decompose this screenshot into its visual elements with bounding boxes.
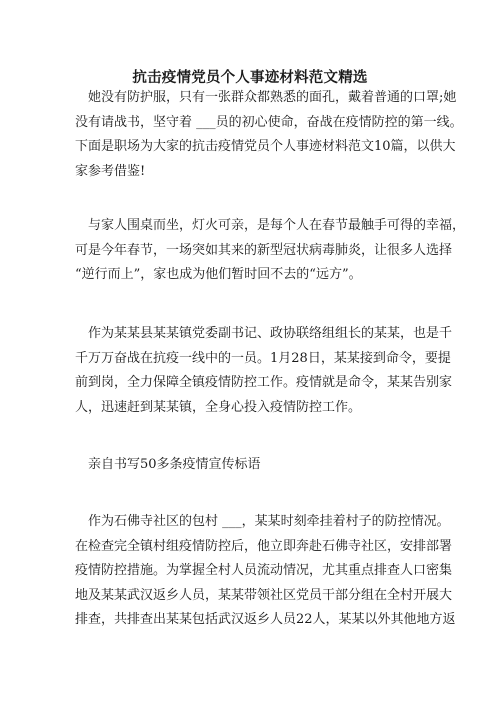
paragraph-line: 作为某某县某某镇党委副书记、政协联络组组长的某某，也是千	[75, 326, 453, 341]
paragraph-line: 地及某某武汉返乡人员，某某带领社区党员干部分组在全村开展大	[75, 587, 453, 603]
paragraph-deputy-secretary	[75, 322, 453, 420]
paragraph-line: 前到岗，全力保障全镇疫情防控工作。疫情就是命令，某某告别家	[75, 375, 453, 390]
paragraph-line: 没有请战书，坚守着 ___员的初心使命，奋战在疫情防控的第一线。	[75, 114, 463, 130]
paragraph-line: 与家人围桌而坐，灯火可亲，是每个人在春节最触手可得的幸福，	[75, 218, 466, 233]
section-heading-text: 亲自书写50多条疫情宣传标语	[75, 457, 261, 472]
paragraph-community	[75, 510, 456, 633]
paragraph-line: 可是今年春节，一场突如其来的新型冠状病毒肺炎，让很多人选择	[75, 242, 453, 258]
paragraph-line: 千万万奋战在抗疫一线中的一员。1月28日，某某接到命令，要提	[75, 350, 451, 366]
section-heading	[75, 453, 427, 478]
paragraph-line: 她没有防护服，只有一张群众都熟悉的面孔，戴着普通的口罩;她	[75, 90, 457, 105]
paragraph-line: 在检查完全镇村组疫情防控后，他立即奔赴石佛寺社区，安排部署	[75, 538, 453, 554]
paragraph-line: 家参考借鉴!	[75, 163, 146, 179]
document-title: 抗击疫情党员个人事迹材料范文精选	[132, 69, 368, 86]
paragraph-line: 排查，共排查出某某包括武汉返乡人员22人，某某以外其他地方返	[75, 612, 456, 627]
paragraph-line: “逆行而上”，家也成为他们暂时回不去的“远方”。	[75, 267, 362, 282]
paragraph-line: 人，迅速赶到某某镇，全身心投入疫情防控工作。	[75, 399, 362, 415]
paragraph-line: 下面是职场为大家的抗击疫情党员个人事迹材料范文10篇，以供大	[75, 139, 456, 154]
paragraph-line: 作为石佛寺社区的包村 ___，某某时刻牵挂着村子的防控情况。	[75, 514, 450, 529]
paragraph-line: 疫情防控措施。为掌握全村人员流动情况，尤其重点排查人口密集	[75, 563, 453, 578]
paragraph-spring-festival	[75, 214, 466, 288]
paragraph-intro	[75, 86, 463, 184]
